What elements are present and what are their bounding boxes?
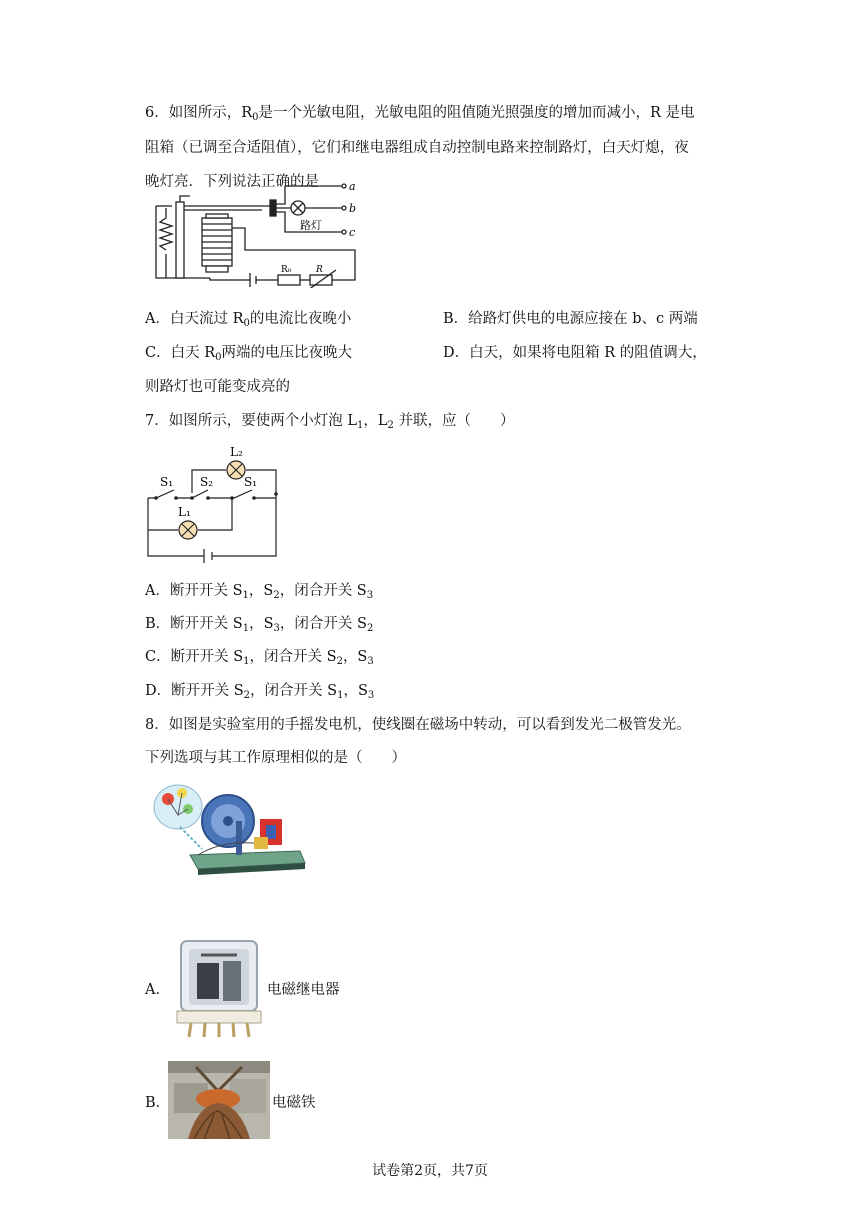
s2-label: S₂ (200, 475, 214, 489)
q7-option-a[interactable]: A．断开开关 $S_1$，$S_2$，闭合开关 $S_3$ (145, 583, 374, 601)
q8-option-a-relay-photo (171, 935, 267, 1041)
r-label: R (316, 265, 323, 275)
q6-stem-line3: 晚灯亮．下列说法正确的是 (145, 174, 319, 190)
terminal-c-label: c (349, 226, 356, 239)
lamp-label: 路灯 (300, 219, 322, 232)
q6-stem-line1: 6．如图所示，$R_0$是一个光敏电阻，光敏电阻的阻值随光照强度的增加而减小，R 是电 (145, 105, 695, 123)
page-footer: 试卷第2页，共7页 (372, 1163, 488, 1179)
q6-option-b[interactable]: B．给路灯供电的电源应接在 b、c 两端 (443, 311, 698, 327)
q8-option-b-electromagnet-photo (168, 1061, 270, 1139)
q8-hand-generator-photo (150, 781, 310, 877)
q7-option-c[interactable]: C．断开开关 $S_1$，闭合开关 $S_2$，$S_3$ (145, 649, 374, 667)
s1-label: S₁ (160, 475, 174, 489)
q6-relay-circuit-figure (150, 178, 360, 288)
q6-option-d[interactable]: D．白天，如果将电阻箱 R 的阻值调大， (443, 345, 707, 361)
q8-option-a-label: 电磁继电器 (267, 982, 340, 998)
l2-label: L₂ (230, 445, 243, 459)
q8-option-b[interactable]: B． (145, 1095, 171, 1111)
q7-option-b[interactable]: B．断开开关 $S_1$，$S_3$，闭合开关 $S_2$ (145, 616, 374, 634)
q6-option-d-continued: 则路灯也可能变成亮的 (145, 379, 290, 395)
l1-label: L₁ (178, 505, 191, 519)
q7-circuit-figure (140, 436, 290, 566)
q8-option-a[interactable]: A． (145, 982, 170, 998)
q6-option-c[interactable]: C．白天 $R_0$两端的电压比夜晚大 (145, 345, 352, 363)
q8-option-b-label: 电磁铁 (272, 1095, 316, 1111)
q7-stem: 7．如图所示，要使两个小灯泡 $L_1$，$L_2$ 并联，应（ ） (145, 413, 515, 431)
terminal-b-label: b (349, 202, 357, 215)
r0-label: R₀ (281, 265, 292, 275)
s3-label: S₁ (244, 475, 258, 489)
q8-stem-line1: 8．如图是实验室用的手摇发电机，使线圈在磁场中转动，可以看到发光二极管发光。 (145, 717, 691, 733)
q6-option-a[interactable]: A．白天流过 $R_0$的电流比夜晚小 (145, 311, 352, 329)
q6-stem-line2: 阻箱（已调至合适阻值），它们和继电器组成自动控制电路来控制路灯，白天灯熄，夜 (145, 140, 689, 156)
terminal-a-label: a (349, 180, 356, 193)
q8-stem-line2: 下列选项与其工作原理相似的是（ ） (145, 750, 406, 766)
q7-option-d[interactable]: D．断开开关 $S_2$，闭合开关 $S_1$，$S_3$ (145, 683, 375, 701)
